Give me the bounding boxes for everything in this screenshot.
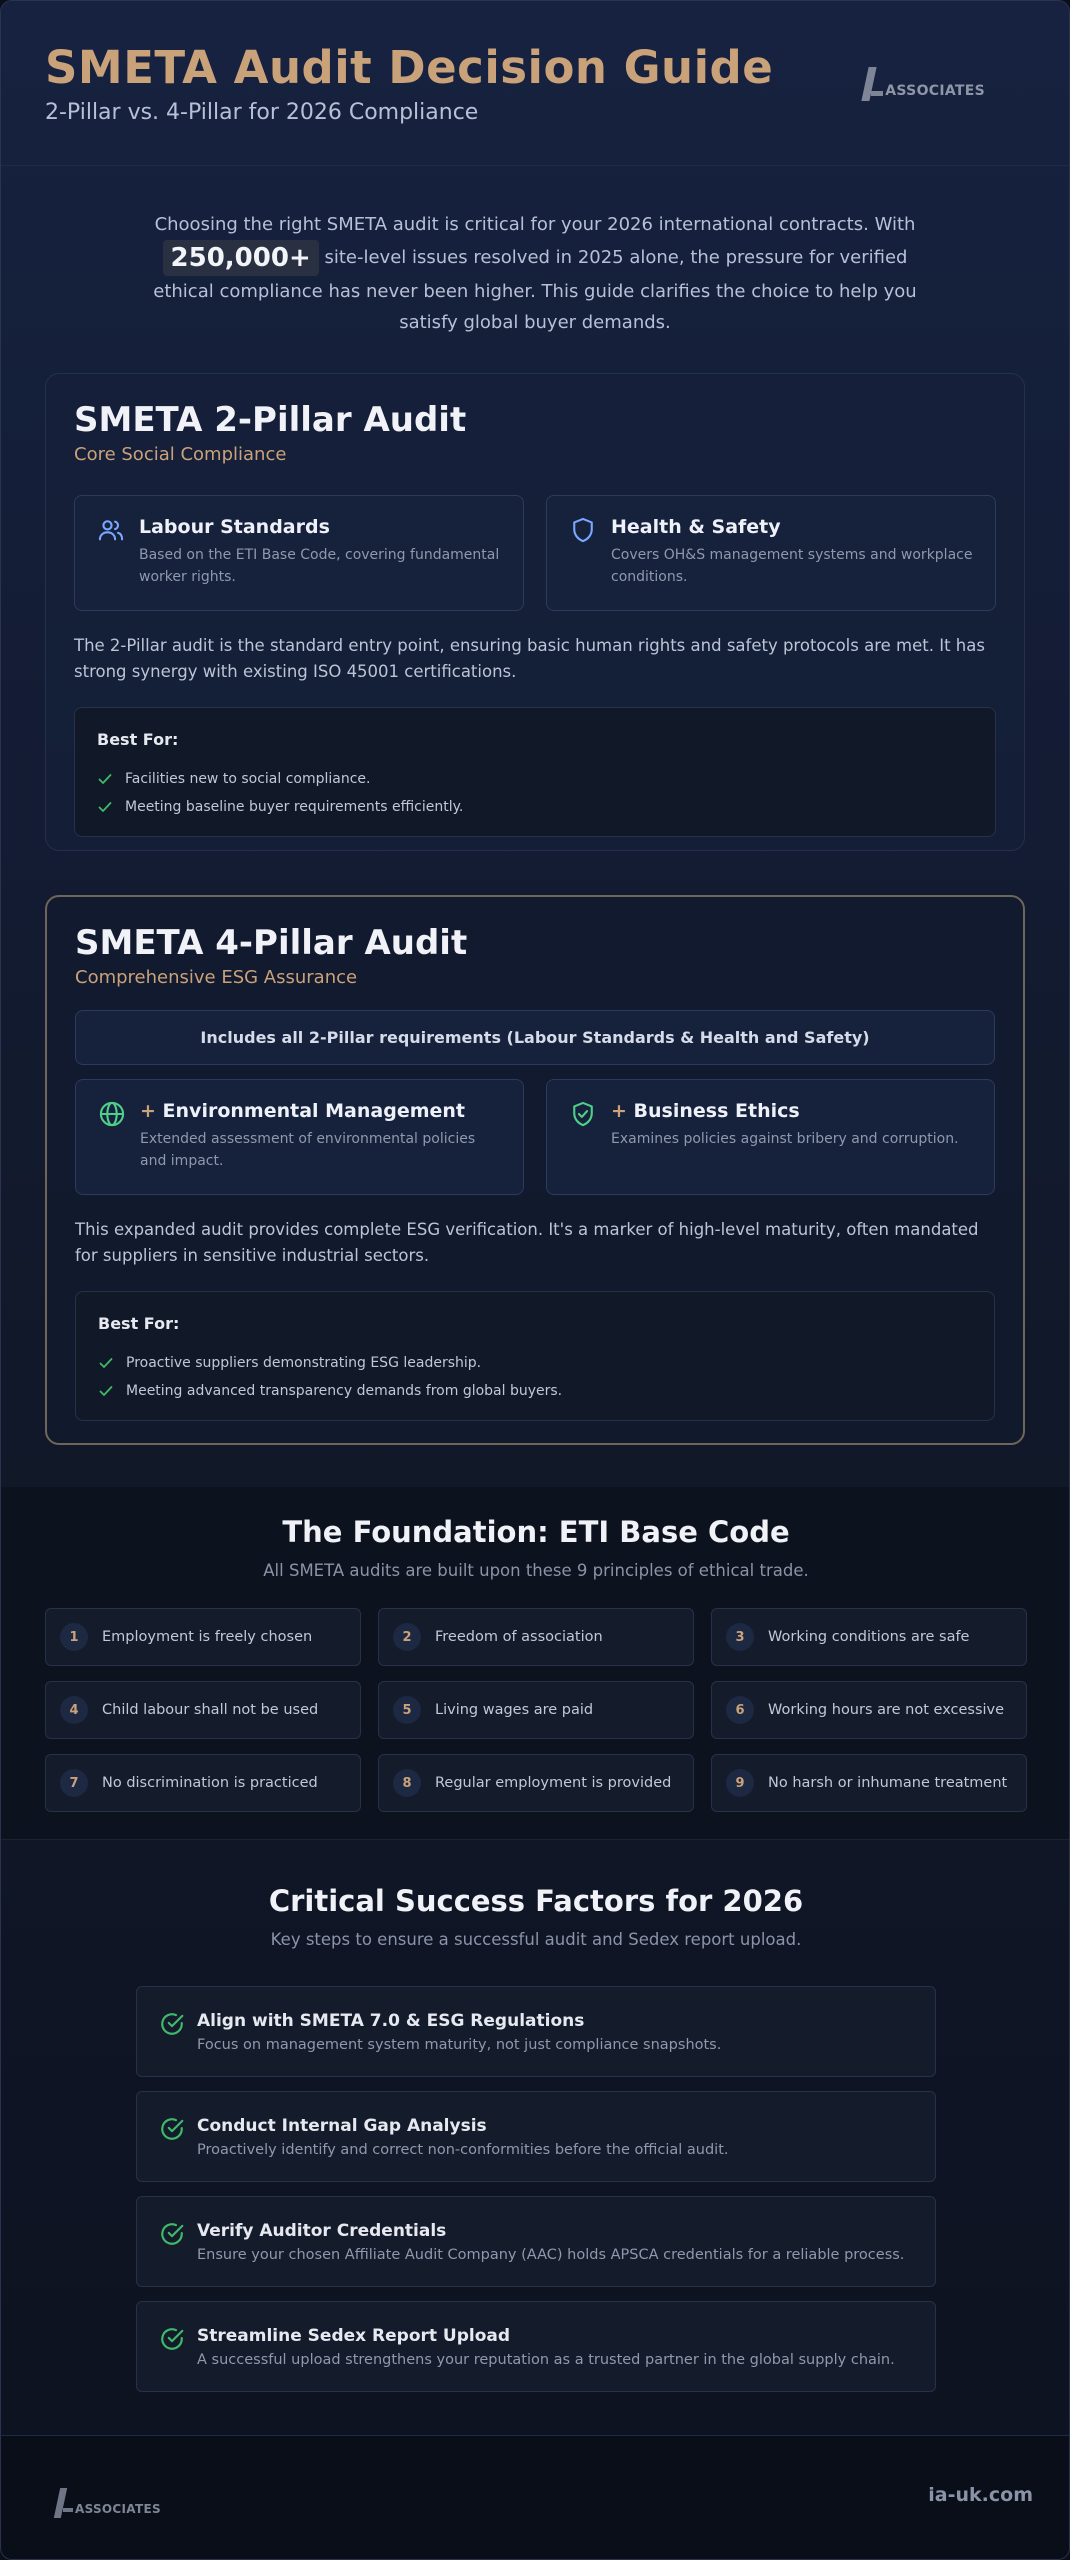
pillar-title: Health & Safety — [611, 516, 781, 538]
factor-desc: A successful upload strengthens your reputation as a trusted partner in the global supply chain. — [197, 2352, 895, 2368]
principle-number: 7 — [60, 1769, 88, 1797]
page-title: SMETA Audit Decision Guide — [45, 41, 774, 94]
success-factors-section — [1, 1839, 1070, 2435]
includes-banner: Includes all 2-Pillar requirements (Labour Standards & Health and Safety) — [75, 1010, 995, 1065]
csf-subtitle: Key steps to ensure a successful audit and Sedex report upload. — [270, 1930, 802, 1949]
principle-item — [378, 1754, 694, 1812]
four-pillar-title: SMETA 4-Pillar Audit — [75, 923, 468, 963]
principle-text: No discrimination is practiced — [102, 1775, 318, 1791]
four-pillar-subtitle: Comprehensive ESG Assurance — [75, 967, 358, 988]
factor-title: Verify Auditor Credentials — [197, 2221, 447, 2241]
principle-text: Child labour shall not be used — [102, 1702, 319, 1718]
principle-item — [378, 1681, 694, 1739]
footer — [1, 2435, 1070, 2560]
factor-item — [136, 2196, 936, 2287]
intro-text-before: Choosing the right SMETA audit is critical for your 2026 international contracts. With — [154, 214, 916, 235]
four-pillar-card — [45, 895, 1025, 1445]
principle-number: 6 — [726, 1696, 754, 1724]
intro-stat-badge: 250,000+ — [163, 240, 319, 276]
principles-grid — [45, 1608, 1027, 1812]
two-pillar-subtitle: Core Social Compliance — [74, 444, 287, 465]
principle-text: Freedom of association — [435, 1629, 603, 1645]
best-for-title: Best For: — [98, 1314, 180, 1333]
best-for-text: Meeting baseline buyer requirements efficiently. — [125, 799, 464, 815]
eti-section — [1, 1487, 1070, 1839]
check-icon — [97, 799, 113, 815]
principle-item — [45, 1681, 361, 1739]
factor-desc: Focus on management system maturity, not just compliance snapshots. — [197, 2037, 722, 2053]
plus-sign: + — [611, 1100, 627, 1122]
principle-text: Regular employment is provided — [435, 1775, 672, 1791]
pillar-business-ethics — [546, 1079, 995, 1195]
csf-title: Critical Success Factors for 2026 — [268, 1884, 804, 1918]
pillar-desc: Extended assessment of environmental policies and impact. — [140, 1131, 476, 1169]
principle-number: 2 — [393, 1623, 421, 1651]
check-circle-icon — [159, 2326, 185, 2352]
factors-list — [136, 1986, 936, 2406]
intro-text-after: site-level issues resolved in 2025 alone, the pressure for verified ethical compliance has never been higher. This guide clarifies the choice to help you satisfy global buyer demands. — [153, 247, 917, 333]
eti-title: The Foundation: ETI Base Code — [282, 1515, 790, 1549]
pillar-health-safety — [546, 495, 996, 611]
principle-text: Working conditions are safe — [768, 1629, 970, 1645]
shield-check-icon — [569, 1100, 597, 1128]
two-pillar-description: The 2-Pillar audit is the standard entry point, ensuring basic human rights and safety protocols are met. It has strong synergy with existing ISO 45001 certifications. — [74, 636, 985, 681]
footer-logo — [53, 2488, 161, 2518]
principle-number: 4 — [60, 1696, 88, 1724]
users-icon — [97, 516, 125, 544]
pillar-desc: Based on the ETI Base Code, covering fundamental worker rights. — [139, 547, 500, 585]
check-circle-icon — [159, 2011, 185, 2037]
principle-item — [711, 1754, 1027, 1812]
check-circle-icon — [159, 2116, 185, 2142]
best-for-text: Proactive suppliers demonstrating ESG leadership. — [126, 1355, 482, 1371]
pillar-title-text: Business Ethics — [633, 1100, 800, 1122]
principle-item — [45, 1608, 361, 1666]
pillar-desc: Covers OH&S management systems and workplace conditions. — [611, 547, 973, 585]
list-item — [97, 793, 973, 821]
pillar-labour-standards — [74, 495, 524, 611]
logo-mark-icon — [861, 67, 883, 101]
list-item — [98, 1349, 972, 1377]
factor-item — [136, 2091, 936, 2182]
shield-icon — [569, 516, 597, 544]
best-for-text: Facilities new to social compliance. — [125, 771, 371, 787]
two-pillar-card — [45, 373, 1025, 851]
factor-item — [136, 1986, 936, 2077]
plus-sign: + — [140, 1100, 156, 1122]
principle-number: 3 — [726, 1623, 754, 1651]
pillar-environmental-management — [75, 1079, 524, 1195]
logo-text: ASSOCIATES — [885, 83, 985, 99]
company-logo — [861, 67, 985, 101]
principle-text: Working hours are not excessive — [768, 1702, 1005, 1718]
two-pillar-best-for — [74, 707, 996, 837]
page-subtitle: 2-Pillar vs. 4-Pillar for 2026 Compliance — [45, 100, 479, 125]
header — [1, 1, 1069, 166]
footer-logo-text: ASSOCIATES — [75, 2502, 161, 2516]
principle-number: 1 — [60, 1623, 88, 1651]
factor-title: Align with SMETA 7.0 & ESG Regulations — [197, 2011, 585, 2031]
globe-icon — [98, 1100, 126, 1128]
check-circle-icon — [159, 2221, 185, 2247]
principle-number: 5 — [393, 1696, 421, 1724]
factor-title: Conduct Internal Gap Analysis — [197, 2116, 487, 2136]
four-pillar-best-for — [75, 1291, 995, 1421]
four-pillar-description: This expanded audit provides complete ESG verification. It's a marker of high-level maturity, often mandated for suppliers in sensitive industrial sectors. — [75, 1220, 979, 1265]
factor-desc: Ensure your chosen Affiliate Audit Company (AAC) holds APSCA credentials for a reliable process. — [197, 2247, 905, 2263]
website-link[interactable]: ia-uk.com — [928, 2484, 1033, 2506]
pillar-title: Labour Standards — [139, 516, 330, 538]
pillar-title — [140, 1100, 503, 1122]
pillar-title-text: Environmental Management — [162, 1100, 465, 1122]
two-pillar-title: SMETA 2-Pillar Audit — [74, 400, 467, 440]
pillar-desc: Examines policies against bribery and corruption. — [611, 1131, 959, 1147]
factor-desc: Proactively identify and correct non-conformities before the official audit. — [197, 2142, 729, 2158]
principle-item — [378, 1608, 694, 1666]
principle-number: 8 — [393, 1769, 421, 1797]
pillar-title — [611, 1100, 974, 1122]
list-item — [98, 1377, 972, 1405]
best-for-title: Best For: — [97, 730, 179, 749]
principle-item — [45, 1754, 361, 1812]
check-icon — [98, 1383, 114, 1399]
principle-number: 9 — [726, 1769, 754, 1797]
intro-paragraph — [145, 209, 925, 338]
principle-text: No harsh or inhumane treatment — [768, 1775, 1008, 1791]
principle-text: Employment is freely chosen — [102, 1629, 313, 1645]
principle-item — [711, 1681, 1027, 1739]
check-icon — [98, 1355, 114, 1371]
eti-subtitle: All SMETA audits are built upon these 9 principles of ethical trade. — [263, 1561, 809, 1580]
best-for-text: Meeting advanced transparency demands from global buyers. — [126, 1383, 563, 1399]
check-icon — [97, 771, 113, 787]
principle-item — [711, 1608, 1027, 1666]
factor-item — [136, 2301, 936, 2392]
list-item — [97, 765, 973, 793]
principle-text: Living wages are paid — [435, 1702, 594, 1718]
logo-mark-icon — [53, 2488, 73, 2518]
factor-title: Streamline Sedex Report Upload — [197, 2326, 511, 2346]
